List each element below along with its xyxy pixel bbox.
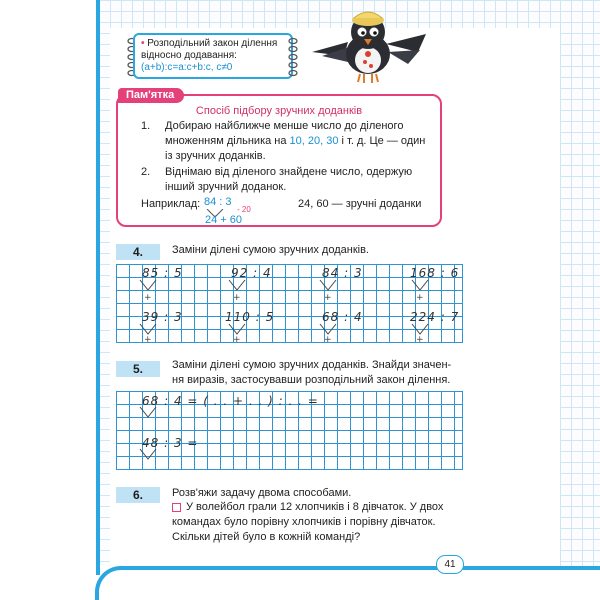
grid-paper-right-strip bbox=[560, 0, 600, 566]
task5-expression-1: 68 : 4 = ( . . + . . ) : . . = bbox=[142, 394, 319, 408]
memo-step1-line1: Добираю найближче менше число до діленого bbox=[165, 120, 404, 132]
reminder-formula: (a+b):c=a:c+b:c, c≠0 bbox=[141, 62, 233, 73]
task4-split-arrows-icon bbox=[116, 264, 462, 342]
page-number: 41 bbox=[436, 555, 464, 574]
task4-item-8: 224 : 7 bbox=[410, 310, 460, 324]
task4-item-4: 168 : 6 bbox=[410, 266, 460, 280]
task4-number: 4. bbox=[116, 244, 160, 260]
svg-text:+: + bbox=[144, 335, 152, 342]
reminder-line2: відносно додавання: bbox=[141, 50, 237, 61]
task4-item-2: 92 : 4 bbox=[231, 266, 272, 280]
svg-text:+: + bbox=[233, 293, 241, 303]
magpie-bird-illustration bbox=[308, 4, 428, 86]
svg-text:+: + bbox=[416, 335, 424, 342]
memo-step1-line3: із зручних доданків. bbox=[165, 150, 266, 162]
reminder-note bbox=[133, 33, 293, 79]
memo-example-result: 24, 60 — зручні доданки bbox=[298, 198, 422, 210]
svg-text:+: + bbox=[324, 293, 332, 303]
svg-text:+: + bbox=[144, 293, 152, 303]
task6-problem-line3: Скільки дітей було в кожній команді? bbox=[172, 531, 361, 543]
memo-example-subtract: - 20 bbox=[237, 205, 251, 214]
task4-item-7: 68 : 4 bbox=[322, 310, 363, 324]
task5-number: 5. bbox=[116, 361, 160, 377]
spiral-binding-right bbox=[287, 36, 299, 78]
task4-item-3: 84 : 3 bbox=[322, 266, 363, 280]
task5-expression-2: 48 : 3 = bbox=[142, 436, 199, 450]
checkbox-icon bbox=[172, 503, 181, 512]
memo-step1-text-end: і т. д. Це — один bbox=[338, 135, 426, 147]
task6-problem-line1: У волейбол грали 12 хлопчиків і 8 дівчаток. У двох bbox=[186, 501, 444, 513]
bottom-white-band bbox=[100, 571, 600, 600]
task6-number: 6. bbox=[116, 487, 160, 503]
task6-text: Розв'яжи задачу двома способами. bbox=[172, 487, 352, 499]
left-frame-line bbox=[96, 0, 100, 575]
memo-step2-line1: Віднімаю від діленого знайдене число, одержую bbox=[165, 166, 413, 178]
task6-problem-line2: командах було порівну хлопчиків і порівну дівчаток. bbox=[172, 516, 436, 528]
task5-text-line1: Заміни ділені сумою зручних доданків. Знайди значен- bbox=[172, 359, 452, 371]
memo-step1-numbers: 10, 20, 30 bbox=[289, 135, 339, 147]
task4-item-1: 85 : 5 bbox=[142, 266, 183, 280]
task4-item-5: 39 : 3 bbox=[142, 310, 183, 324]
bullet-icon: • bbox=[141, 38, 145, 49]
memo-step2-line2: інший зручний доданок. bbox=[165, 181, 287, 193]
memo-example-split: 24 + 60 bbox=[205, 214, 243, 226]
task4-text: Заміни ділені сумою зручних доданків. bbox=[172, 244, 369, 256]
memo-example-label: Наприклад: bbox=[141, 198, 201, 210]
task5-text-line2: ня виразів, застосувавши розподільний закон ділення. bbox=[172, 374, 451, 386]
memo-step1-number: 1. bbox=[141, 120, 151, 132]
svg-text:+: + bbox=[324, 335, 332, 342]
memo-step1-line2 bbox=[165, 134, 425, 148]
memo-title: Спосіб підбору зручних доданків bbox=[195, 105, 363, 117]
memo-example-expression: 84 : 3 bbox=[204, 196, 232, 208]
task4-item-6: 110 : 5 bbox=[225, 310, 275, 324]
task5-split-arrows-icon bbox=[116, 391, 462, 469]
memo-step1-text: множенням дільника на bbox=[165, 135, 290, 147]
svg-text:+: + bbox=[416, 293, 424, 303]
svg-text:+: + bbox=[233, 335, 241, 342]
memo-tab: Пам'ятка bbox=[118, 88, 184, 103]
memo-step2-number: 2. bbox=[141, 166, 151, 178]
reminder-line1: Розподільний закон ділення bbox=[147, 38, 278, 49]
